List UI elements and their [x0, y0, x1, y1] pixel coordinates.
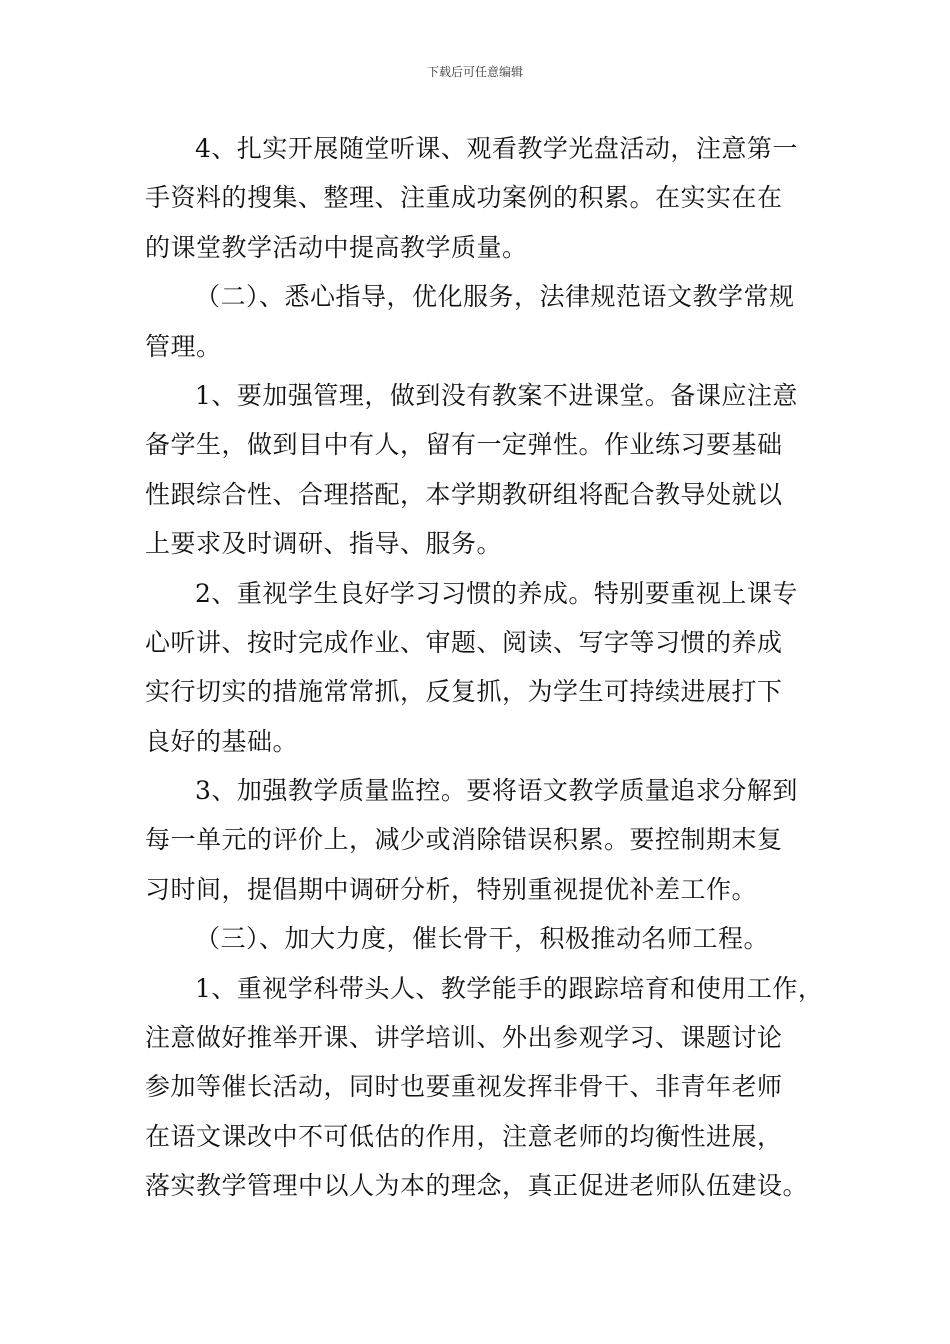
- text-line: 在语文课改中不可低估的作用，注意老师的均衡性进展，: [145, 1121, 783, 1151]
- text-line: 1、要加强管理，做到没有教案不进课堂。备课应注意: [195, 380, 798, 410]
- page-header: [0, 64, 950, 80]
- section-heading-line: 管理。: [145, 331, 222, 361]
- text-line: 备学生，做到目中有人，留有一定弹性。作业练习要基础: [145, 430, 783, 460]
- text-line: 4、扎实开展随堂听课、观看教学光盘活动，注意第一: [195, 134, 798, 163]
- text-line: 参加等催长活动，同时也要重视发挥非骨干、非青年老师: [145, 1072, 783, 1102]
- document-body: [145, 124, 824, 1211]
- text-line: 每一单元的评价上，减少或消除错误积累。要控制期末复: [145, 825, 783, 855]
- text-line: 注意做好推举开课、讲学培训、外出参观学习、课题讨论: [145, 1023, 783, 1053]
- section-heading-line: （三）、加大力度，催长骨干，积极推动名师工程。: [195, 924, 770, 954]
- text-line: 良好的基础。: [145, 726, 299, 756]
- text-line: 手资料的搜集、整理、注重成功案例的积累。在实实在在: [145, 183, 783, 213]
- text-line: 2、重视学生良好学习习惯的养成。特别要重视上课专: [195, 578, 798, 608]
- header-text: 下载后可任意编辑: [426, 65, 523, 79]
- text-line: 3、加强教学质量监控。要将语文教学质量追求分解到: [195, 776, 798, 806]
- text-line: 落实教学管理中以人为本的理念，真正促进老师队伍建设。: [145, 1171, 809, 1201]
- text-line: 实行切实的措施常常抓，反复抓，为学生可持续进展打下: [145, 677, 783, 707]
- text-line: 心听讲、按时完成作业、审题、阅读、写字等习惯的养成: [145, 627, 783, 657]
- text-line: 的课堂教学活动中提高教学质量。: [145, 232, 528, 262]
- text-line: 性跟综合性、合理搭配，本学期教研组将配合教导处就以: [145, 479, 783, 509]
- text-line: 1、重视学科带头人、教学能手的跟踪培育和使用工作，: [195, 973, 824, 1003]
- text-line: 上要求及时调研、指导、服务。: [145, 529, 503, 559]
- text-line: 习时间，提倡期中调研分析，特别重视提优补差工作。: [145, 874, 758, 904]
- section-heading-line: （二）、悉心指导，优化服务，法律规范语文教学常规: [195, 282, 795, 312]
